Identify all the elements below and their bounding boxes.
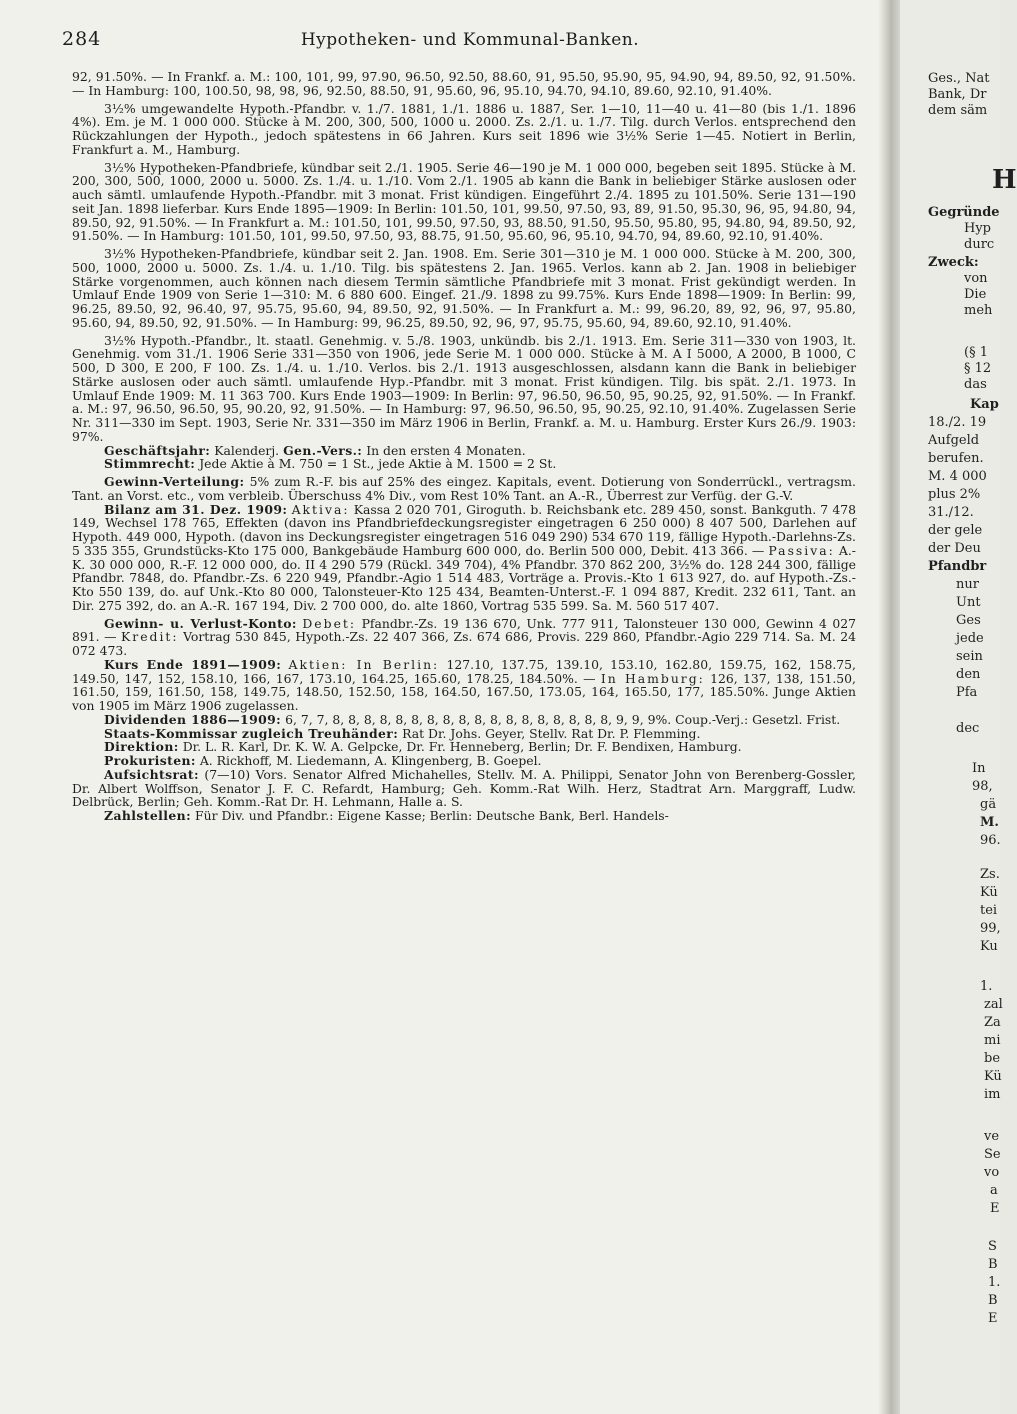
section-geschaeftsjahr xyxy=(72,444,856,458)
adjacent-page-strip xyxy=(900,0,1017,1414)
fragment: 18./2. 19 xyxy=(928,415,987,430)
fragment: B xyxy=(988,1257,998,1272)
fragment: Zs. xyxy=(980,867,1000,882)
bilanz-label: Bilanz am 31. Dez. 1909: xyxy=(104,501,288,517)
fragment: nur xyxy=(956,577,979,592)
fragment: Unt xyxy=(956,595,981,610)
fragment: Se xyxy=(984,1147,1001,1162)
section-bilanz xyxy=(72,503,856,613)
paragraph-kurse-continued: 92, 91.50%. — In Frankf. a. M.: 100, 101, 99, 97.90, 96.50, 92.50, 88.60, 91, 95.50, 95.90, 95, 94.90, 94, 89.50, 92, 91.50%. — In Hamburg: 100, 100.50, 98, 98, 96, 92.50, 88.50, 91, 95.60, 96, 95.10, 94.70, 94.10, 89.60, 92.10, 91.40%. xyxy=(72,69,856,98)
fragment: Ges xyxy=(956,613,981,628)
fragment: Kü xyxy=(980,885,998,900)
fragment: S xyxy=(988,1239,997,1254)
fragment: zal xyxy=(984,997,1003,1012)
paragraph-pfandbr-1908: 3½% Hypotheken-Pfandbriefe, kündbar seit 2. Jan. 1908. Em. Serie 301—310 je M. 1 000 000. Stücke à M. 200, 300, 500, 1000, 2000 u. 5000. Zs. 1./4. u. 1./10. Tilg. bis spätestens 2. Jan. 1965. Verlos. kann ab 2. Jan. 1908 in beliebiger Stärke vorgenommen, auch können nach diesem Termin sämtliche Pfandbriefe mit 3 monat. Frist gekündigt werden. In Umlauf Ende 1909 von Serie 1—310: M. 6 880 600. Eingef. 21./9. 1898 zu 99.75%. Kurs Ende 1898—1909: In Berlin: 99, 96.25, 89.50, 92, 96.40, 97, 95.75, 95.60, 94, 89.50, 92, 91.50%. — In Frankfurt a. M.: 99, 96.20, 89, 92, 96, 97, 95.80, 95.60, 94, 89.50, 92, 91.50%. — In Hamburg: 99, 96.25, 89.50, 92, 96, 97, 95.75, 95.60, 94, 89.60, 92.10, 91.40%. xyxy=(72,246,856,330)
fragment: Ges., Nat xyxy=(928,71,990,86)
fragment: a xyxy=(990,1183,998,1198)
fragment: 98, xyxy=(972,779,993,794)
fragment: vo xyxy=(984,1165,1000,1180)
section-gewinn-verlust xyxy=(72,617,856,658)
prokuristen-text: A. Rickhoff, M. Liedemann, A. Klingenberg, B. Goepel. xyxy=(199,753,542,768)
fragment: 1. xyxy=(980,979,993,994)
zahlstellen-label: Zahlstellen: xyxy=(104,808,192,823)
fragment: Die xyxy=(964,287,987,302)
geschaeftsjahr-text: Kalenderj. xyxy=(214,442,280,458)
fragment: Ku xyxy=(980,939,998,954)
fragment: tei xyxy=(980,903,998,918)
bilanz-passiva-label: Passiva: xyxy=(768,542,835,558)
fragment: plus 2% xyxy=(928,487,981,502)
fragment: Kü xyxy=(984,1069,1002,1084)
fragment: § 12 xyxy=(964,361,992,376)
fragment: 96. xyxy=(980,833,1001,848)
kurs-hamburg-text: 126, 137, 138, 151.50, 161.50, 159, 161.50, 158, 149.75, 148.50, 152.50, 158, 164.50, 167.50, 173.05, 164, 165.50, 177, 185.50%. Junge Aktien von 1905 im März 1906 zugelassen. xyxy=(72,670,856,713)
fragment: be xyxy=(984,1051,1001,1066)
fragment: Kap xyxy=(970,397,999,412)
kurs-aktien-text: 127.10, 137.75, 139.10, 153.10, 162.80, 159.75, 162, 158.75, 149.50, 147, 152, 158.10, 166, 167, 173.10, 164.25, 165.60, 178.25, 184.50%. — xyxy=(72,656,856,686)
fragment: dem säm xyxy=(928,103,988,118)
fragment: jede xyxy=(956,631,984,646)
aufsichtsrat-text: (7—10) Vors. Senator Alfred Michahelles, Stellv. M. A. Philippi, Senator John von Berenberg-Gossler, Dr. Albert Wolffson, Senator J. F. C. Refardt, Hamburg; Geh. Komm.-Rat Wilh. Herz, Stadtrat Arn. Marggraff, Ludw. Delbrück, Berlin; Geh. Komm.-Rat Dr. H. Lehmann, Halle a. S. xyxy=(72,766,856,810)
fragment: B xyxy=(988,1293,998,1308)
main-text-column xyxy=(72,70,856,823)
fragment: von xyxy=(964,271,988,286)
page-number: 284 xyxy=(62,28,102,50)
section-gewinn-verteilung xyxy=(72,475,856,503)
stimmrecht-label: Stimmrecht: xyxy=(104,456,196,472)
bilanz-passiva-text: A.-K. 30 000 000, R.-F. 12 000 000, do. II 4 290 579 (Rückl. 349 704), 4% Pfandbr. 370 862 200, 3½% do. 128 244 300, fällige Pfandbr. 7848, do. Pfandbr.-Zs. 6 220 949, Pfandbr.-Agio 1 514 483, Vorträge a. Provis.-Kto 1 613 927, do. auf Hypoth.-Zs.-Kto 550 139, do. auf Unk.-Kto 80 000, Talonsteuer-Kto 125 434, Beamten-Unterst.-F. 1 094 887, Kredit. 232 611, Tant. an Dir. 275 392, do. an A.-R. 167 194, Div. 2 700 000, do. alte 1860, Vortrag 535 599. Sa. M. 560 517 407. xyxy=(72,542,856,613)
paragraph-pfandbr-1905: 3½% Hypotheken-Pfandbriefe, kündbar seit 2./1. 1905. Serie 46—190 je M. 1 000 000, begeben seit 1895. Stücke à M. 200, 300, 500, 1000, 2000 u. 5000. Zs. 1./4. u. 1./10. Vom 2./1. 1905 ab kann die Bank in beliebiger Stärke auslosen oder auch sämtl. umlaufende Hypoth.-Pfandbr. mit 3 monat. Frist kündigen. Eingeführt 2./4. 1895 zu 101.50%. Serie 131—190 seit Jan. 1898 lieferbar. Kurs Ende 1895—1909: In Berlin: 101.50, 101, 99.50, 97.50, 93, 89, 91.50, 95.30, 96, 95, 94.80, 94, 89.50, 92, 91.50%. — In Frankfurt a. M.: 101.50, 101, 99.50, 97.50, 93, 88.50, 91.50, 95.50, 95.80, 95, 94.80, 94, 89.50, 92, 91.50%. — In Hamburg: 101.50, 101, 99.50, 97.50, 93, 88.75, 91.50, 95.60, 96, 95.10, 94.70, 94, 89.60, 92.10, 91.40%. xyxy=(72,159,856,244)
fragment: sein xyxy=(956,649,983,664)
paragraph-pfandbr-umgewandelt: 3½% umgewandelte Hypoth.-Pfandbr. v. 1./7. 1881, 1./1. 1886 u. 1887, Ser. 1—10, 11—40 u. 41—80 (bis 1./1. 1896 4%). Em. je M. 1 000 000. Stücke à M. 200, 300, 500, 1000 u. 2000. Zs. 2./1. u. 1./7. Tilg. durch Verlos. entsprechend den Rückzahlungen der Hypoth., jedoch spätestens in 66 Jahren. Kurs seit 1896 wie 3½% Serie 1—45. Notiert in Berlin, Frankfurt a. M., Hamburg. xyxy=(72,100,856,157)
fragment: M. xyxy=(980,815,999,830)
dividenden-label: Dividenden 1886—1909: xyxy=(104,711,282,727)
fragment: gä xyxy=(980,797,997,812)
fragment: 1. xyxy=(988,1275,1001,1290)
section-zahlstellen xyxy=(72,809,856,823)
book-gutter-shadow xyxy=(878,0,900,1414)
fragment: das xyxy=(964,377,987,392)
section-staatskommissar xyxy=(72,727,856,741)
guv-kredit-text: Vortrag 530 845, Hypoth.-Zs. 22 407 366, Zs. 674 686, Provis. 229 860, Pfandbr.-Agio 229 714. Sa. M. 24 072 473. xyxy=(72,629,856,658)
section-direktion xyxy=(72,740,856,754)
fragment: der gele xyxy=(928,523,983,538)
fragment: E xyxy=(990,1201,1000,1216)
aufsichtsrat-label: Aufsichtsrat: xyxy=(104,766,199,782)
staatskommissar-text: Rat Dr. Johs. Geyer, Stellv. Rat Dr. P. Flemming. xyxy=(402,725,701,741)
section-prokuristen xyxy=(72,754,856,768)
fragment: E xyxy=(988,1311,998,1326)
section-stimmrecht xyxy=(72,457,856,471)
fragment: durc xyxy=(964,237,995,252)
fragment: im xyxy=(984,1087,1001,1102)
dividenden-text: 6, 7, 7, 8, 8, 8, 8, 8, 8, 8, 8, 8, 8, 8, 8, 8, 8, 8, 8, 8, 8, 9, 9, 9%. xyxy=(285,711,672,727)
fragment: (§ 1 xyxy=(964,345,988,360)
kurs-aktien-label: Aktien: In Berlin: xyxy=(288,656,440,672)
fragment: Aufgeld xyxy=(928,433,980,448)
gewinn-verteilung-label: Gewinn-Verteilung: xyxy=(104,474,245,489)
guv-kredit-label: Kredit: xyxy=(121,629,179,645)
guv-label: Gewinn- u. Verlust-Konto: xyxy=(104,615,297,631)
section-kurs xyxy=(72,658,856,713)
fragment: 99, xyxy=(980,921,1001,936)
fragment: 31./12. xyxy=(928,505,974,520)
zahlstellen-text: Für Div. und Pfandbr.: Eigene Kasse; Berlin: Deutsche Bank, Berl. Handels- xyxy=(195,808,669,823)
fragment: Zweck: xyxy=(928,255,979,270)
guv-debet-label: Debet: xyxy=(302,615,357,631)
fragment: den xyxy=(956,667,981,682)
fragment: Za xyxy=(984,1015,1001,1030)
genvers-label: Gen.-Vers.: xyxy=(283,442,363,458)
fragment: berufen. xyxy=(928,451,984,466)
gewinn-verteilung-text: 5% zum R.-F. bis auf 25% des eingez. Kapitals, event. Dotierung von Sonderrückl., vertragsm. Tant. an Vorst. etc., vom verbleib. Überschuss 4% Div., vom Rest 10% Tant. an A.-R., Überrest zur Verfüg. der G.-V. xyxy=(72,474,856,503)
fragment: Bank, Dr xyxy=(928,87,987,102)
direktion-text: Dr. L. R. Karl, Dr. K. W. A. Gelpcke, Dr. Fr. Henneberg, Berlin; Dr. F. Bendixen, Hamburg. xyxy=(182,739,742,755)
bilanz-aktiva-label: Aktiva: xyxy=(291,501,350,517)
fragment: H xyxy=(992,165,1017,195)
fragment: meh xyxy=(964,303,993,318)
fragment: der Deu xyxy=(928,541,981,556)
prokuristen-label: Prokuristen: xyxy=(104,753,196,768)
direktion-label: Direktion: xyxy=(104,739,179,755)
section-dividenden xyxy=(72,713,856,727)
fragment: M. 4 000 xyxy=(928,469,987,484)
fragment: Pfa xyxy=(956,685,978,700)
staatskommissar-label: Staats-Kommissar zugleich Treuhänder: xyxy=(104,725,399,741)
geschaeftsjahr-label: Geschäftsjahr: xyxy=(104,442,211,458)
fragment: Hyp xyxy=(964,221,992,236)
guv-debet-text: Pfandbr.-Zs. 19 136 670, Unk. 777 911, Talonsteuer 130 000, Gewinn 4 027 891. — xyxy=(72,615,856,645)
fragment: mi xyxy=(984,1033,1001,1048)
genvers-text: In den ersten 4 Monaten. xyxy=(366,442,526,458)
fragment: In xyxy=(972,761,986,776)
bilanz-aktiva-text: Kassa 2 020 701, Giroguth. b. Reichsbank etc. 289 450, sonst. Bankguth. 7 478 149, Wechsel 178 765, Effekten (davon ins Pfandbriefdeckungsregister eingetragen 6 250 000) 8 407 500, Darlehen auf Hypoth. 449 000, Hypoth. (davon ins Deckungsregister eingetragen 516 049 290) 534 670 119, fällige Hypoth.-Darlehns-Zs. 5 335 355, Grundstücks-Kto 175 000, Bankgebäude Hamburg 600 000, do. Berlin 500 000, Debit. 413 366. — xyxy=(72,501,856,558)
paragraph-pfandbr-1913: 3½% Hypoth.-Pfandbr., lt. staatl. Genehmig. v. 5./8. 1903, unkündb. bis 2./1. 1913. Em. Serie 311—330 von 1903, lt. Genehmig. vom 31./1. 1906 Serie 331—350 von 1906, jede Serie M. 1 000 000. Stücke à M. A I 5000, A 2000, B 1000, C 500, D 300, E 200, F 100. Zs. 1./4. u. 1./10. Verlos. bis 2./1. 1913 ausgeschlossen, alsdann kann die Bank in beliebiger Stärke auslosen oder auch sämtl. umlaufende Hyp.-Pfandbr. mit 3 monat. Frist kündigen. Tilg. bis spät. 2./1. 1973. In Umlauf Ende 1909: M. 11 363 700. Kurs Ende 1903—1909: In Berlin: 97, 96.50, 96.50, 95, 90.25, 92, 91.50%. — In Frankf. a. M.: 97, 96.50, 96.50, 95, 90.20, 92, 91.50%. — In Hamburg: 97, 96.50, 96.50, 95, 90.25, 92.10, 91.40%. Zugelassen Serie Nr. 311—330 im Sept. 1903, Serie Nr. 331—350 im März 1906 in Berlin, Frankf. a. M. u. Hamburg. Erster Kurs 26./9. 1903: 97%. xyxy=(72,332,856,444)
fragment: ve xyxy=(984,1129,1000,1144)
running-title: Hypotheken- und Kommunal-Banken. xyxy=(300,30,640,50)
page-header xyxy=(62,28,878,58)
kurs-label: Kurs Ende 1891—1909: xyxy=(104,656,282,672)
fragment: Pfandbr xyxy=(928,559,987,574)
kurs-hamburg-label: In Hamburg: xyxy=(600,670,705,686)
section-aufsichtsrat xyxy=(72,768,856,809)
fragment: Gegründe xyxy=(928,205,1000,220)
fragment: dec xyxy=(956,721,980,736)
stimmrecht-text: Jede Aktie à M. 750 = 1 St., jede Aktie à M. 1500 = 2 St. xyxy=(199,456,557,472)
coupon-text: Coup.-Verj.: Gesetzl. Frist. xyxy=(675,711,841,727)
